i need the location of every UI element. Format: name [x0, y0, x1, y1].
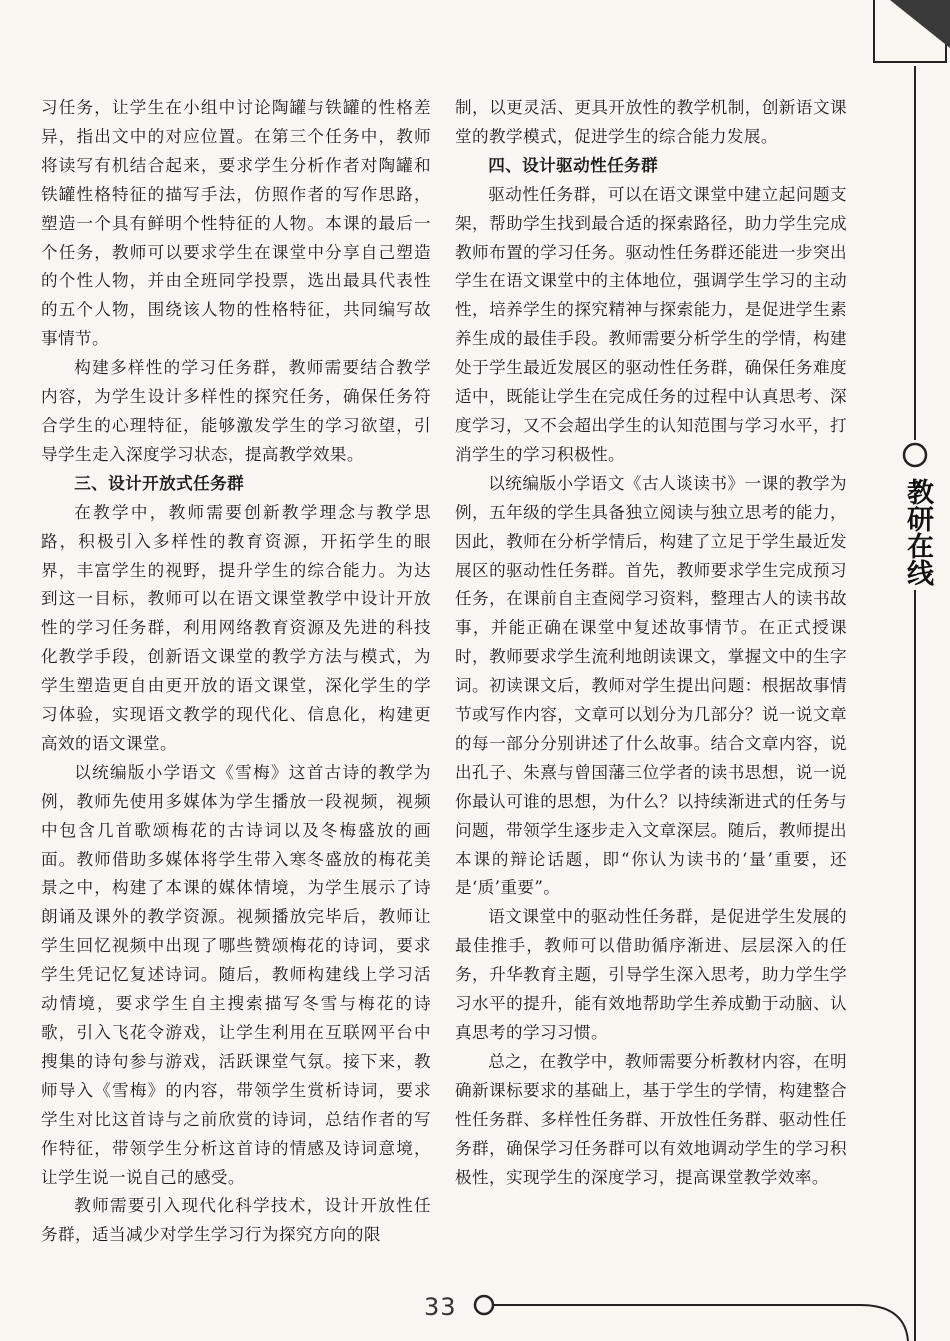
- left-paragraph-1: 习任务，让学生在小组中讨论陶罐与铁罐的性格差异，指出文中的对应位置。在第三个任务中，教师将读写有机结合起来，要求学生分析作者对陶罐和铁罐性格特征的描写手法，仿照作者的写作思路，塑造一个具有鲜明个性特征的人物。本课的最后一个任务，教师可以要求学生在课堂中分享自己塑造的个性人物，并由全班同学投票，选出最具代表性的五个人物，围绕该人物的性格特征，共同编写故事情节。: [41, 98, 431, 349]
- left-paragraph-5: 教师需要引入现代化科学技术，设计开放性任务群，适当减少对学生学习行为探究方向的限: [41, 1196, 431, 1245]
- right-paragraph-1: 制，以更灵活、更具开放性的教学机制，创新语文课堂的教学模式，促进学生的综合能力发展。: [455, 98, 847, 146]
- right-paragraph-5: 总之，在教学中，教师需要分析教材内容，在明确新课标要求的基础上，基于学生的学情，构建整合性任务群、多样性任务群、开放性任务群、驱动性任务群，确保学习任务群可以有效地调动学生的学习积极性，实现学生的深度学习，提高课堂教学效率。: [455, 1051, 847, 1187]
- side-rail-line: [905, 0, 925, 1341]
- left-column: [41, 94, 431, 1250]
- right-column: [455, 94, 847, 1192]
- section-heading-4: 四、设计驱动性任务群: [488, 155, 659, 175]
- side-circle-icon: [900, 440, 930, 470]
- right-paragraph-3: 以统编版小学语文《古人谈读书》一课的教学为例，五年级的学生具备独立阅读与独立思考的能力，因此，教师在分析学情后，构建了立足于学生最近发展区的驱动性任务群。首先，教师要求学生完成预习任务，在课前自主查阅学习资料，整理古人的读书故事，并能正确在课堂中复述故事情节。在正式授课时，教师要求学生流利地朗读课文，掌握文中的生字词。初读课文后，教师对学生提出问题：根据故事情节或写作内容，文章可以划分为几部分？说一说文章的每一部分分别讲述了什么故事。结合文章内容，说出孔子、朱熹与曾国藩三位学者的读书思想，说一说你最认可谁的思想，为什么？以持续渐进式的任务与问题，带领学生逐步走入文章深层。随后，教师提出本课的辩论话题，即“你认为读书的‘量’重要，还是‘质’重要”。: [455, 473, 847, 898]
- right-paragraph-4: 语文课堂中的驱动性任务群，是促进学生发展的最佳推手，教师可以借助循序渐进、层层深入的任务，升华教育主题，引导学生深入思考，助力学生学习水平的提升，能有效地帮助学生养成勤于动脑、认真思考的学习习惯。: [455, 907, 847, 1042]
- section-heading-3: 三、设计开放式任务群: [74, 473, 245, 493]
- left-paragraph-2: 构建多样性的学习任务群，教师需要结合教学内容，为学生设计多样性的探究任务，确保任务符合学生的心理特征，能够激发学生的学习欲望，引导学生走入深度学习状态，提高教学效果。: [41, 358, 431, 464]
- section-side-label: 教研在线: [902, 478, 933, 586]
- left-paragraph-3: 在教学中，教师需要创新教学理念与教学思路，积极引入多样性的教育资源，开拓学生的眼界，丰富学生的视野，提升学生的综合能力。为达到这一目标，教师可以在语文课堂教学中设计开放性的学习任务群，利用网络教育资源及先进的科技化教学手段，创新语文课堂的教学方法与模式，为学生塑造更自由更开放的语文课堂，深化学生的学习体验，实现语文教学的现代化、信息化，构建更高效的语文课堂。: [41, 502, 431, 753]
- page-number: 33: [424, 1293, 457, 1321]
- right-paragraph-2: 驱动性任务群，可以在语文课堂中建立起问题支架，帮助学生找到最合适的探索路径，助力学生完成教师布置的学习任务。驱动性任务群还能进一步突出学生在语文课堂中的主体地位，强调学生学习的主动性，培养学生的探究精神与探索能力，是促进学生素养生成的最佳手段。教师需要分析学生的学情，构建处于学生最近发展区的驱动性任务群，确保任务难度适中，既能让学生在完成任务的过程中认真思考、深度学习，又不会超出学生的认知范围与学习水平，打消学生的学习积极性。: [455, 184, 847, 464]
- left-paragraph-4: 以统编版小学语文《雪梅》这首古诗的教学为例，教师先使用多媒体为学生播放一段视频，视频中包含几首歌颂梅花的古诗词以及冬梅盛放的画面。教师借助多媒体将学生带入寒冬盛放的梅花美景之中，构建了本课的媒体情境，为学生展示了诗朗诵及课外的教学资源。视频播放完毕后，教师让学生回忆视频中出现了哪些赞颂梅花的诗词，要求学生凭记忆复述诗词。随后，教师构建线上学习活动情境，要求学生自主搜索描写冬雪与梅花的诗歌，引入飞花令游戏，让学生利用在互联网平台中搜集的诗句参与游戏，活跃课堂气氛。接下来，教师导入《雪梅》的内容，带领学生赏析诗词，要求学生对比这首诗与之前欣赏的诗词，总结作者的写作特征，带领学生分析这首诗的情感及诗词意境，让学生说一说自己的感受。: [41, 762, 431, 1187]
- footer-line-decoration: [460, 1281, 920, 1341]
